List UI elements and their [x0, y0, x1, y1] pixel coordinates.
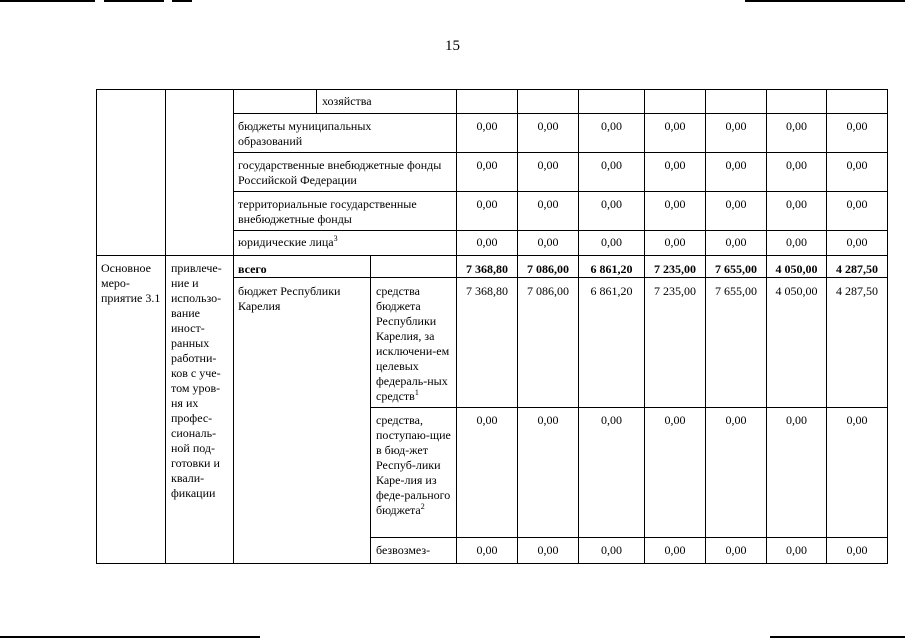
value-cell-state-funds-2: 0,00 [537, 158, 559, 172]
value-cell-total-5: 7 655,00 [715, 262, 757, 276]
scan-artifact-top-mid2 [172, 0, 192, 2]
value-cell-legal-entities-3: 0,00 [601, 235, 622, 249]
row-label-free: безвозмез- [376, 543, 431, 557]
value-cell-legal-entities-7: 0,00 [846, 235, 868, 249]
col-divider [370, 255, 371, 564]
row-divider [233, 230, 888, 231]
value-cell-municipal-1: 0,00 [476, 119, 498, 133]
value-cell-regional-federal-3: 0,00 [601, 413, 622, 427]
scan-artifact-top-left [0, 0, 95, 2]
value-cell-regional-own-6: 4 050,00 [775, 284, 818, 298]
value-cell-total-1: 7 368,80 [466, 262, 508, 276]
row-label-total: всего [238, 262, 267, 276]
value-cell-total-7: 4 287,50 [836, 262, 878, 276]
value-cell-municipal-4: 0,00 [664, 119, 686, 133]
value-cell-municipal-6: 0,00 [786, 119, 807, 133]
value-cell-legal-entities-4: 0,00 [664, 235, 686, 249]
value-cell-total-4: 7 235,00 [654, 262, 696, 276]
scan-artifact-bottom-right [770, 636, 905, 638]
value-cell-territorial-funds-6: 0,00 [786, 197, 807, 211]
value-cell-legal-entities-5: 0,00 [725, 235, 747, 249]
row-divider [233, 152, 888, 153]
value-cell-territorial-funds-4: 0,00 [664, 197, 686, 211]
footnote-3: 3 [333, 234, 338, 243]
budget-label: бюджет Республики Карелия [238, 284, 341, 313]
regional-own-text: средства бюджета Республики Карелия, за исключени-ем целевых федераль-ных средств [376, 284, 450, 403]
scan-artifact-top-right [745, 0, 905, 2]
row-divider [233, 113, 888, 114]
row-label-regional-own [376, 284, 452, 404]
value-cell-municipal-3: 0,00 [601, 119, 622, 133]
value-cell-regional-own-3: 6 861,20 [590, 284, 633, 298]
value-cell-total-2: 7 086,00 [527, 262, 569, 276]
regional-federal-text: средства, поступаю-щие в бюд-жет Респуб-лики Каре-лия из феде-рального бюджета [376, 413, 451, 517]
row-label-territorial-funds: территориальные государственные внебюджетные фонды [238, 197, 417, 226]
table-border-left [96, 89, 97, 564]
value-cell-legal-entities-2: 0,00 [537, 235, 559, 249]
activity-label: Основное меро-приятие 3.1 [101, 261, 161, 305]
value-cell-territorial-funds-2: 0,00 [537, 197, 559, 211]
row-label-regional-federal [376, 413, 452, 518]
value-cell-free-5: 0,00 [725, 543, 747, 557]
value-cell-regional-federal-7: 0,00 [846, 413, 868, 427]
value-cell-state-funds-7: 0,00 [846, 158, 868, 172]
value-cell-regional-own-1: 7 368,80 [466, 284, 508, 298]
table-border-right [887, 89, 888, 564]
value-cell-municipal-5: 0,00 [725, 119, 747, 133]
row-divider [370, 407, 888, 408]
value-cell-free-7: 0,00 [846, 543, 868, 557]
value-cell-state-funds-1: 0,00 [476, 158, 498, 172]
row-label-state-funds: государственные внебюджетные фонды Российской Федерации [238, 158, 442, 187]
value-cell-territorial-funds-3: 0,00 [601, 197, 622, 211]
row-divider [370, 537, 888, 538]
value-cell-free-3: 0,00 [601, 543, 622, 557]
budget-table [96, 89, 888, 564]
footnote-1: 1 [414, 388, 419, 397]
value-cell-regional-own-2: 7 086,00 [527, 284, 569, 298]
activity-name: привлече-ние и использо-вание иност-ранных работни-ков с уче-том уров-ня их профес-сиональ-ной под-готовки и квали-фикации [171, 261, 222, 500]
footnote-2: 2 [420, 502, 425, 511]
value-cell-territorial-funds-7: 0,00 [846, 197, 868, 211]
value-cell-regional-federal-4: 0,00 [664, 413, 686, 427]
col-divider [316, 89, 317, 114]
value-cell-state-funds-6: 0,00 [786, 158, 807, 172]
value-cell-total-6: 4 050,00 [775, 262, 818, 276]
value-cell-territorial-funds-1: 0,00 [476, 197, 498, 211]
scan-artifact-top-mid [104, 0, 164, 2]
table-border-bottom [96, 563, 888, 564]
value-cell-free-2: 0,00 [537, 543, 559, 557]
legal-entities-text: юридические лица [238, 235, 334, 249]
value-cell-municipal-7: 0,00 [846, 119, 868, 133]
value-cell-regional-federal-1: 0,00 [476, 413, 498, 427]
value-cell-regional-own-5: 7 655,00 [715, 284, 757, 298]
value-cell-state-funds-3: 0,00 [601, 158, 622, 172]
value-cell-free-1: 0,00 [476, 543, 498, 557]
value-cell-territorial-funds-5: 0,00 [725, 197, 747, 211]
row-divider [96, 255, 888, 256]
row-divider [233, 277, 888, 278]
value-cell-regional-own-4: 7 235,00 [654, 284, 696, 298]
col-divider [233, 89, 234, 564]
table-border-top [96, 89, 888, 90]
row-label-khozyaistva: хозяйства [322, 94, 372, 108]
value-cell-legal-entities-6: 0,00 [786, 235, 807, 249]
value-cell-regional-federal-6: 0,00 [786, 413, 807, 427]
value-cell-regional-own-7: 4 287,50 [836, 284, 878, 298]
value-cell-state-funds-4: 0,00 [664, 158, 686, 172]
scan-artifact-bottom-left [0, 636, 260, 638]
row-label-municipal: бюджеты муниципальных образований [238, 119, 372, 148]
value-cell-free-6: 0,00 [786, 543, 807, 557]
row-divider [233, 191, 888, 192]
page-number: 15 [445, 38, 460, 54]
row-label-legal-entities [238, 235, 453, 250]
value-cell-free-4: 0,00 [664, 543, 686, 557]
value-cell-state-funds-5: 0,00 [725, 158, 747, 172]
value-cell-regional-federal-5: 0,00 [725, 413, 747, 427]
col-divider [165, 89, 166, 564]
value-cell-legal-entities-1: 0,00 [476, 235, 498, 249]
value-cell-total-3: 6 861,20 [590, 262, 633, 276]
value-cell-regional-federal-2: 0,00 [537, 413, 559, 427]
value-cell-municipal-2: 0,00 [537, 119, 559, 133]
